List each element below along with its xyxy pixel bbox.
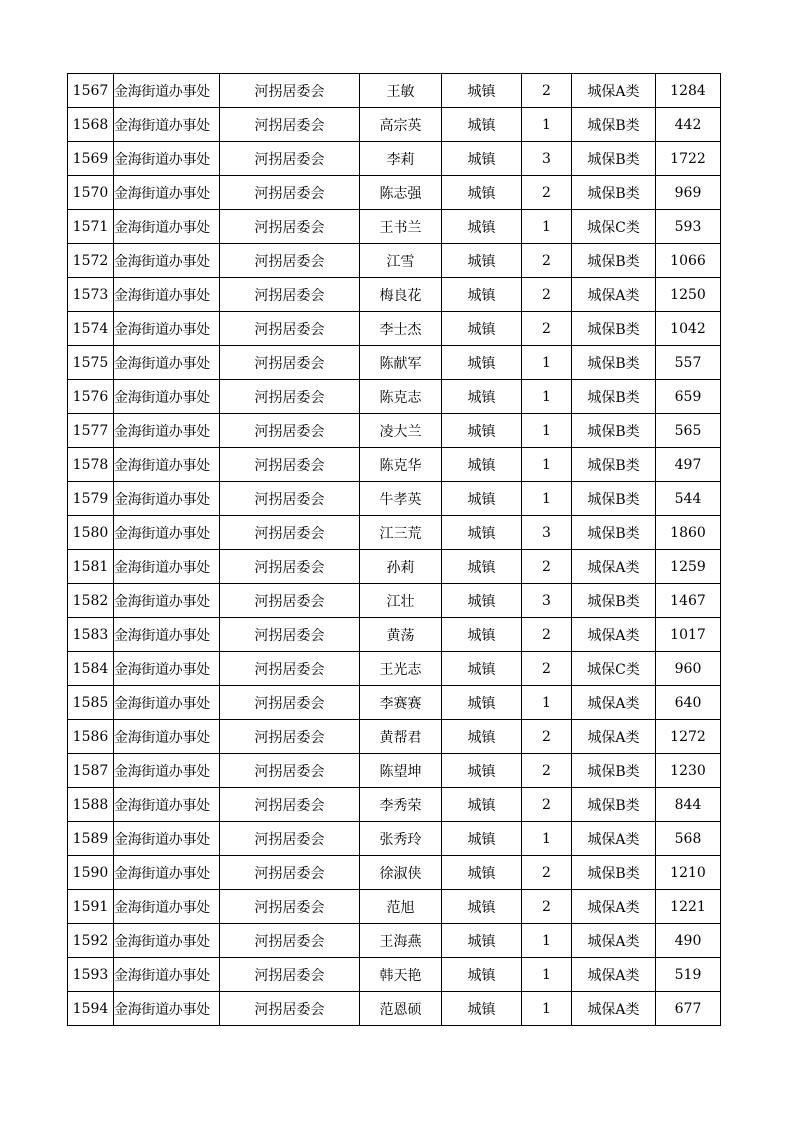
- name-cell: 王书兰: [360, 210, 442, 244]
- amount-cell: 593: [656, 210, 721, 244]
- name-cell: 陈志强: [360, 176, 442, 210]
- area-cell: 城镇: [442, 890, 522, 924]
- name-cell: 高宗英: [360, 108, 442, 142]
- committee-cell: 河拐居委会: [220, 278, 360, 312]
- row-number-cell: 1591: [68, 890, 114, 924]
- area-cell: 城镇: [442, 754, 522, 788]
- committee-cell: 河拐居委会: [220, 176, 360, 210]
- category-cell: 城保A类: [572, 720, 656, 754]
- amount-cell: 1860: [656, 516, 721, 550]
- household-count-cell: 1: [522, 992, 572, 1026]
- office-cell: 金海街道办事处: [114, 822, 220, 856]
- household-count-cell: 2: [522, 754, 572, 788]
- category-cell: 城保B类: [572, 448, 656, 482]
- household-count-cell: 1: [522, 482, 572, 516]
- category-cell: 城保B类: [572, 482, 656, 516]
- category-cell: 城保B类: [572, 176, 656, 210]
- table-row: [68, 448, 721, 482]
- row-number-cell: 1580: [68, 516, 114, 550]
- category-cell: 城保C类: [572, 210, 656, 244]
- name-cell: 徐淑侠: [360, 856, 442, 890]
- area-cell: 城镇: [442, 74, 522, 108]
- name-cell: 牛孝英: [360, 482, 442, 516]
- category-cell: 城保B类: [572, 108, 656, 142]
- committee-cell: 河拐居委会: [220, 550, 360, 584]
- office-cell: 金海街道办事处: [114, 958, 220, 992]
- amount-cell: 442: [656, 108, 721, 142]
- household-count-cell: 1: [522, 414, 572, 448]
- committee-cell: 河拐居委会: [220, 482, 360, 516]
- category-cell: 城保C类: [572, 652, 656, 686]
- category-cell: 城保A类: [572, 924, 656, 958]
- table-row: [68, 210, 721, 244]
- committee-cell: 河拐居委会: [220, 822, 360, 856]
- committee-cell: 河拐居委会: [220, 142, 360, 176]
- category-cell: 城保A类: [572, 992, 656, 1026]
- office-cell: 金海街道办事处: [114, 754, 220, 788]
- committee-cell: 河拐居委会: [220, 686, 360, 720]
- name-cell: 韩天艳: [360, 958, 442, 992]
- area-cell: 城镇: [442, 312, 522, 346]
- row-number-cell: 1592: [68, 924, 114, 958]
- committee-cell: 河拐居委会: [220, 924, 360, 958]
- name-cell: 黄荡: [360, 618, 442, 652]
- household-count-cell: 2: [522, 890, 572, 924]
- table-row: [68, 992, 721, 1026]
- area-cell: 城镇: [442, 652, 522, 686]
- row-number-cell: 1578: [68, 448, 114, 482]
- row-number-cell: 1570: [68, 176, 114, 210]
- row-number-cell: 1568: [68, 108, 114, 142]
- committee-cell: 河拐居委会: [220, 312, 360, 346]
- table-row: [68, 244, 721, 278]
- committee-cell: 河拐居委会: [220, 346, 360, 380]
- row-number-cell: 1585: [68, 686, 114, 720]
- household-count-cell: 1: [522, 210, 572, 244]
- area-cell: 城镇: [442, 856, 522, 890]
- amount-cell: 1250: [656, 278, 721, 312]
- area-cell: 城镇: [442, 992, 522, 1026]
- row-number-cell: 1581: [68, 550, 114, 584]
- table-row: [68, 788, 721, 822]
- office-cell: 金海街道办事处: [114, 720, 220, 754]
- office-cell: 金海街道办事处: [114, 618, 220, 652]
- table-row: [68, 958, 721, 992]
- category-cell: 城保B类: [572, 788, 656, 822]
- table-row: [68, 346, 721, 380]
- household-count-cell: 1: [522, 686, 572, 720]
- office-cell: 金海街道办事处: [114, 414, 220, 448]
- amount-cell: 1230: [656, 754, 721, 788]
- office-cell: 金海街道办事处: [114, 992, 220, 1026]
- area-cell: 城镇: [442, 448, 522, 482]
- name-cell: 李莉: [360, 142, 442, 176]
- area-cell: 城镇: [442, 550, 522, 584]
- amount-cell: 497: [656, 448, 721, 482]
- household-count-cell: 2: [522, 278, 572, 312]
- row-number-cell: 1594: [68, 992, 114, 1026]
- area-cell: 城镇: [442, 210, 522, 244]
- office-cell: 金海街道办事处: [114, 312, 220, 346]
- office-cell: 金海街道办事处: [114, 448, 220, 482]
- row-number-cell: 1569: [68, 142, 114, 176]
- table-row: [68, 550, 721, 584]
- household-count-cell: 1: [522, 958, 572, 992]
- area-cell: 城镇: [442, 720, 522, 754]
- row-number-cell: 1589: [68, 822, 114, 856]
- name-cell: 江三荒: [360, 516, 442, 550]
- category-cell: 城保A类: [572, 822, 656, 856]
- amount-cell: 677: [656, 992, 721, 1026]
- category-cell: 城保B类: [572, 346, 656, 380]
- area-cell: 城镇: [442, 958, 522, 992]
- committee-cell: 河拐居委会: [220, 856, 360, 890]
- row-number-cell: 1582: [68, 584, 114, 618]
- row-number-cell: 1593: [68, 958, 114, 992]
- household-count-cell: 3: [522, 584, 572, 618]
- committee-cell: 河拐居委会: [220, 210, 360, 244]
- household-count-cell: 1: [522, 448, 572, 482]
- name-cell: 江雪: [360, 244, 442, 278]
- amount-cell: 1272: [656, 720, 721, 754]
- household-count-cell: 2: [522, 244, 572, 278]
- table-row: [68, 142, 721, 176]
- row-number-cell: 1573: [68, 278, 114, 312]
- row-number-cell: 1586: [68, 720, 114, 754]
- household-count-cell: 1: [522, 380, 572, 414]
- amount-cell: 565: [656, 414, 721, 448]
- table-row: [68, 720, 721, 754]
- household-count-cell: 2: [522, 74, 572, 108]
- name-cell: 王光志: [360, 652, 442, 686]
- office-cell: 金海街道办事处: [114, 550, 220, 584]
- amount-cell: 969: [656, 176, 721, 210]
- area-cell: 城镇: [442, 346, 522, 380]
- area-cell: 城镇: [442, 278, 522, 312]
- name-cell: 王海燕: [360, 924, 442, 958]
- name-cell: 李士杰: [360, 312, 442, 346]
- category-cell: 城保A类: [572, 278, 656, 312]
- household-count-cell: 2: [522, 856, 572, 890]
- row-number-cell: 1583: [68, 618, 114, 652]
- area-cell: 城镇: [442, 788, 522, 822]
- household-count-cell: 2: [522, 788, 572, 822]
- table-row: [68, 822, 721, 856]
- amount-cell: 1221: [656, 890, 721, 924]
- table-row: [68, 652, 721, 686]
- amount-cell: 1210: [656, 856, 721, 890]
- office-cell: 金海街道办事处: [114, 176, 220, 210]
- amount-cell: 1467: [656, 584, 721, 618]
- office-cell: 金海街道办事处: [114, 482, 220, 516]
- name-cell: 王敏: [360, 74, 442, 108]
- amount-cell: 1284: [656, 74, 721, 108]
- amount-cell: 1259: [656, 550, 721, 584]
- category-cell: 城保B类: [572, 414, 656, 448]
- category-cell: 城保A类: [572, 618, 656, 652]
- row-number-cell: 1577: [68, 414, 114, 448]
- table-row: [68, 516, 721, 550]
- name-cell: 江壮: [360, 584, 442, 618]
- table-row: [68, 380, 721, 414]
- household-count-cell: 2: [522, 312, 572, 346]
- name-cell: 李赛赛: [360, 686, 442, 720]
- table-row: [68, 414, 721, 448]
- category-cell: 城保A类: [572, 958, 656, 992]
- area-cell: 城镇: [442, 924, 522, 958]
- office-cell: 金海街道办事处: [114, 210, 220, 244]
- category-cell: 城保B类: [572, 856, 656, 890]
- row-number-cell: 1579: [68, 482, 114, 516]
- committee-cell: 河拐居委会: [220, 108, 360, 142]
- table-row: [68, 312, 721, 346]
- committee-cell: 河拐居委会: [220, 414, 360, 448]
- office-cell: 金海街道办事处: [114, 278, 220, 312]
- amount-cell: 844: [656, 788, 721, 822]
- amount-cell: 960: [656, 652, 721, 686]
- office-cell: 金海街道办事处: [114, 142, 220, 176]
- committee-cell: 河拐居委会: [220, 584, 360, 618]
- household-count-cell: 2: [522, 652, 572, 686]
- name-cell: 黄帮君: [360, 720, 442, 754]
- table-row: [68, 754, 721, 788]
- category-cell: 城保B类: [572, 380, 656, 414]
- committee-cell: 河拐居委会: [220, 618, 360, 652]
- name-cell: 陈献军: [360, 346, 442, 380]
- category-cell: 城保A类: [572, 890, 656, 924]
- household-count-cell: 2: [522, 618, 572, 652]
- amount-cell: 490: [656, 924, 721, 958]
- category-cell: 城保B类: [572, 142, 656, 176]
- name-cell: 陈望坤: [360, 754, 442, 788]
- office-cell: 金海街道办事处: [114, 346, 220, 380]
- household-count-cell: 3: [522, 142, 572, 176]
- table-row: [68, 618, 721, 652]
- row-number-cell: 1574: [68, 312, 114, 346]
- name-cell: 范旭: [360, 890, 442, 924]
- row-number-cell: 1567: [68, 74, 114, 108]
- area-cell: 城镇: [442, 686, 522, 720]
- row-number-cell: 1576: [68, 380, 114, 414]
- category-cell: 城保B类: [572, 516, 656, 550]
- amount-cell: 1042: [656, 312, 721, 346]
- area-cell: 城镇: [442, 482, 522, 516]
- table-row: [68, 924, 721, 958]
- category-cell: 城保B类: [572, 244, 656, 278]
- area-cell: 城镇: [442, 822, 522, 856]
- row-number-cell: 1588: [68, 788, 114, 822]
- amount-cell: 1722: [656, 142, 721, 176]
- category-cell: 城保A类: [572, 74, 656, 108]
- committee-cell: 河拐居委会: [220, 74, 360, 108]
- office-cell: 金海街道办事处: [114, 108, 220, 142]
- committee-cell: 河拐居委会: [220, 992, 360, 1026]
- name-cell: 孙莉: [360, 550, 442, 584]
- name-cell: 陈克志: [360, 380, 442, 414]
- table-body: [68, 74, 721, 1026]
- committee-cell: 河拐居委会: [220, 754, 360, 788]
- name-cell: 凌大兰: [360, 414, 442, 448]
- name-cell: 梅良花: [360, 278, 442, 312]
- row-number-cell: 1571: [68, 210, 114, 244]
- office-cell: 金海街道办事处: [114, 652, 220, 686]
- table-row: [68, 482, 721, 516]
- row-number-cell: 1584: [68, 652, 114, 686]
- household-count-cell: 1: [522, 346, 572, 380]
- table-row: [68, 686, 721, 720]
- table-row: [68, 74, 721, 108]
- name-cell: 李秀荣: [360, 788, 442, 822]
- name-cell: 陈克华: [360, 448, 442, 482]
- name-cell: 张秀玲: [360, 822, 442, 856]
- amount-cell: 640: [656, 686, 721, 720]
- area-cell: 城镇: [442, 618, 522, 652]
- household-count-cell: 1: [522, 822, 572, 856]
- area-cell: 城镇: [442, 142, 522, 176]
- table-row: [68, 108, 721, 142]
- committee-cell: 河拐居委会: [220, 720, 360, 754]
- area-cell: 城镇: [442, 414, 522, 448]
- amount-cell: 557: [656, 346, 721, 380]
- name-cell: 范恩硕: [360, 992, 442, 1026]
- amount-cell: 1017: [656, 618, 721, 652]
- beneficiary-table: [67, 73, 721, 1026]
- area-cell: 城镇: [442, 516, 522, 550]
- office-cell: 金海街道办事处: [114, 686, 220, 720]
- office-cell: 金海街道办事处: [114, 244, 220, 278]
- office-cell: 金海街道办事处: [114, 516, 220, 550]
- committee-cell: 河拐居委会: [220, 380, 360, 414]
- area-cell: 城镇: [442, 584, 522, 618]
- office-cell: 金海街道办事处: [114, 924, 220, 958]
- committee-cell: 河拐居委会: [220, 448, 360, 482]
- committee-cell: 河拐居委会: [220, 788, 360, 822]
- household-count-cell: 2: [522, 176, 572, 210]
- amount-cell: 659: [656, 380, 721, 414]
- table-row: [68, 584, 721, 618]
- committee-cell: 河拐居委会: [220, 244, 360, 278]
- row-number-cell: 1587: [68, 754, 114, 788]
- committee-cell: 河拐居委会: [220, 958, 360, 992]
- row-number-cell: 1590: [68, 856, 114, 890]
- table-row: [68, 856, 721, 890]
- category-cell: 城保B类: [572, 584, 656, 618]
- category-cell: 城保B类: [572, 754, 656, 788]
- committee-cell: 河拐居委会: [220, 652, 360, 686]
- household-count-cell: 1: [522, 924, 572, 958]
- office-cell: 金海街道办事处: [114, 380, 220, 414]
- committee-cell: 河拐居委会: [220, 516, 360, 550]
- category-cell: 城保A类: [572, 686, 656, 720]
- office-cell: 金海街道办事处: [114, 584, 220, 618]
- office-cell: 金海街道办事处: [114, 856, 220, 890]
- amount-cell: 568: [656, 822, 721, 856]
- household-count-cell: 2: [522, 550, 572, 584]
- table-row: [68, 278, 721, 312]
- office-cell: 金海街道办事处: [114, 788, 220, 822]
- category-cell: 城保A类: [572, 550, 656, 584]
- household-count-cell: 1: [522, 108, 572, 142]
- committee-cell: 河拐居委会: [220, 890, 360, 924]
- area-cell: 城镇: [442, 176, 522, 210]
- amount-cell: 544: [656, 482, 721, 516]
- row-number-cell: 1572: [68, 244, 114, 278]
- area-cell: 城镇: [442, 244, 522, 278]
- office-cell: 金海街道办事处: [114, 74, 220, 108]
- household-count-cell: 2: [522, 720, 572, 754]
- category-cell: 城保B类: [572, 312, 656, 346]
- row-number-cell: 1575: [68, 346, 114, 380]
- office-cell: 金海街道办事处: [114, 890, 220, 924]
- area-cell: 城镇: [442, 108, 522, 142]
- household-count-cell: 3: [522, 516, 572, 550]
- amount-cell: 519: [656, 958, 721, 992]
- table-row: [68, 176, 721, 210]
- area-cell: 城镇: [442, 380, 522, 414]
- amount-cell: 1066: [656, 244, 721, 278]
- table-row: [68, 890, 721, 924]
